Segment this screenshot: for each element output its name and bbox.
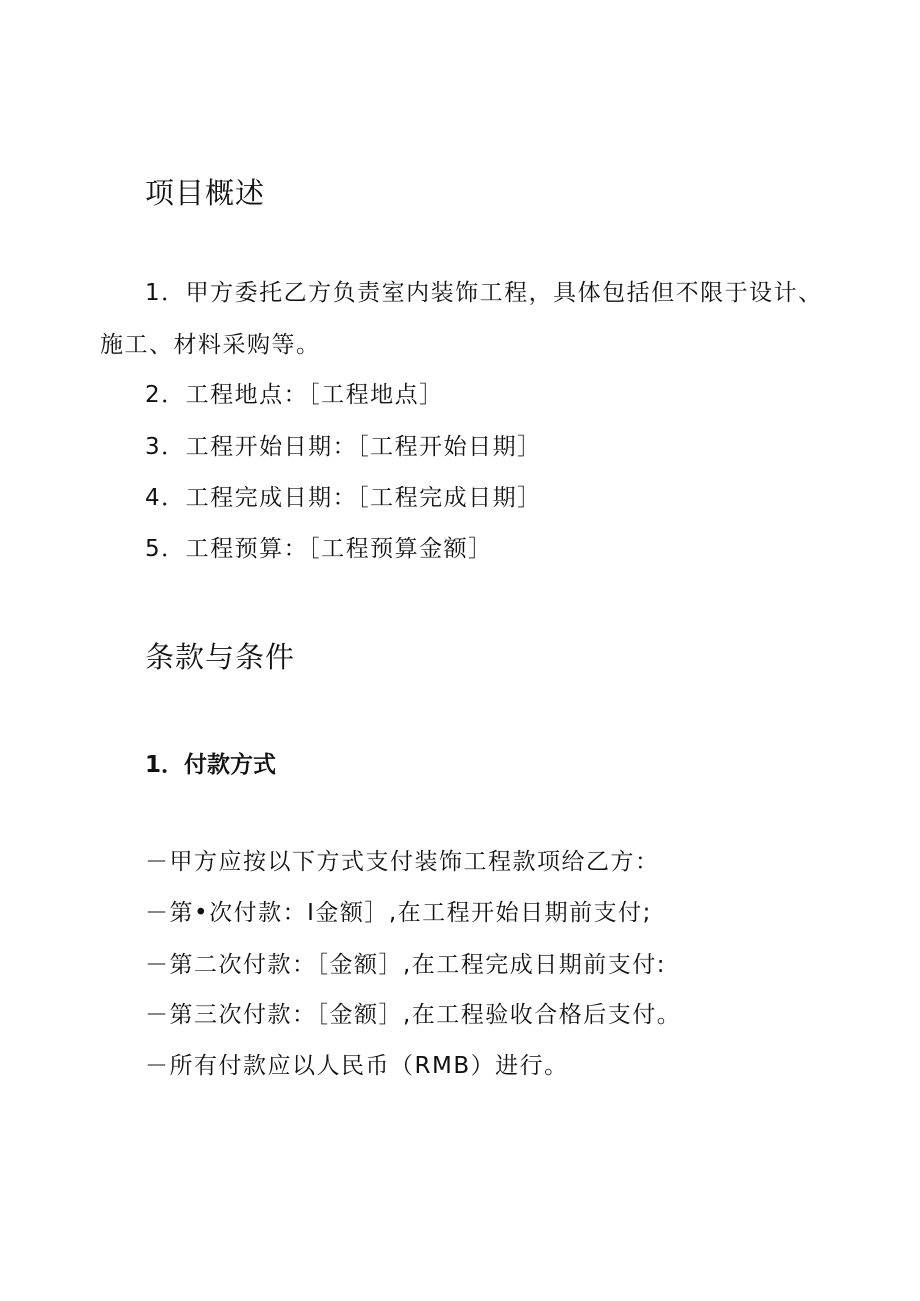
- overview-item-3: 3．工程开始日期：［工程开始日期］: [145, 434, 542, 460]
- payment-bullet-1: －甲方应按以下方式支付装饰工程款项给乙方：: [145, 849, 660, 875]
- payment-bullet-2: －第•次付款：I金额］,在工程开始日期前支付;: [145, 900, 652, 926]
- payment-bullet-5: －所有付款应以人民币（RMB）进行。: [145, 1053, 569, 1079]
- overview-item-2: 2．工程地点：［工程地点］: [145, 382, 444, 408]
- payment-bullet-3: －第二次付款：［金额］,在工程完成日期前支付:: [145, 952, 667, 978]
- overview-item-5: 5．工程预算：［工程预算金额］: [145, 536, 493, 562]
- overview-item-1: 1．甲方委托乙方负责室内装饰工程，具体包括但不限于设计、: [145, 280, 823, 306]
- overview-item-4: 4．工程完成日期：［工程完成日期］: [145, 485, 542, 511]
- section-heading-terms: 条款与条件: [145, 640, 296, 674]
- payment-bullet-4: －第三次付款：［金额］,在工程验收合格后支付。: [145, 1002, 682, 1028]
- overview-item-1-cont: 施工、材料采购等。: [100, 332, 321, 358]
- subsection-payment-method: 1．付款方式: [145, 752, 277, 778]
- section-heading-overview: 项目概述: [145, 176, 266, 210]
